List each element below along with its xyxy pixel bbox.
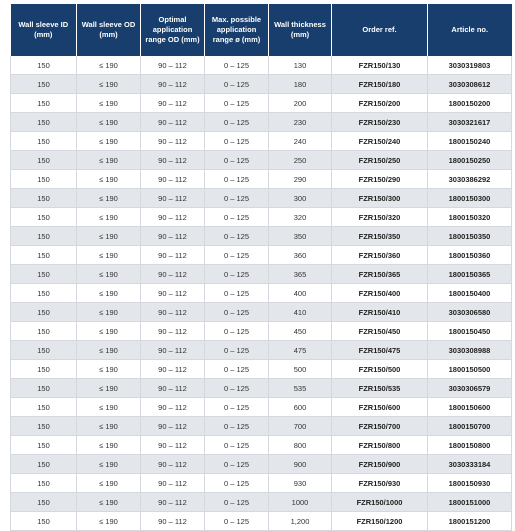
cell-wall-sleeve-od: ≤ 190 xyxy=(77,455,141,474)
cell-max-range: 0 – 125 xyxy=(205,512,269,531)
cell-article-no: 1800150400 xyxy=(428,284,512,303)
cell-wall-sleeve-id: 150 xyxy=(11,94,77,113)
header-wall-sleeve-od: Wall sleeve OD (mm) xyxy=(77,4,141,56)
cell-wall-thickness: 900 xyxy=(269,455,332,474)
header-order-ref: Order ref. xyxy=(332,4,428,56)
cell-order-ref: FZR150/450 xyxy=(332,322,428,341)
cell-optimal-range: 90 – 112 xyxy=(141,94,205,113)
cell-article-no: 1800150930 xyxy=(428,474,512,493)
cell-article-no: 3030306580 xyxy=(428,303,512,322)
cell-order-ref: FZR150/240 xyxy=(332,132,428,151)
table-row xyxy=(11,379,512,398)
cell-wall-thickness: 240 xyxy=(269,132,332,151)
table-row xyxy=(11,512,512,531)
cell-order-ref: FZR150/250 xyxy=(332,151,428,170)
cell-wall-sleeve-od: ≤ 190 xyxy=(77,246,141,265)
table-row xyxy=(11,208,512,227)
cell-max-range: 0 – 125 xyxy=(205,379,269,398)
cell-max-range: 0 – 125 xyxy=(205,208,269,227)
cell-wall-sleeve-id: 150 xyxy=(11,113,77,132)
table-row xyxy=(11,132,512,151)
cell-order-ref: FZR150/200 xyxy=(332,94,428,113)
cell-wall-sleeve-id: 150 xyxy=(11,512,77,531)
table-row xyxy=(11,56,512,75)
table-row xyxy=(11,398,512,417)
cell-optimal-range: 90 – 112 xyxy=(141,284,205,303)
cell-order-ref: FZR150/930 xyxy=(332,474,428,493)
cell-max-range: 0 – 125 xyxy=(205,75,269,94)
cell-wall-sleeve-od: ≤ 190 xyxy=(77,322,141,341)
cell-article-no: 3030306579 xyxy=(428,379,512,398)
cell-optimal-range: 90 – 112 xyxy=(141,246,205,265)
cell-max-range: 0 – 125 xyxy=(205,322,269,341)
cell-wall-sleeve-id: 150 xyxy=(11,75,77,94)
cell-wall-sleeve-id: 150 xyxy=(11,436,77,455)
cell-optimal-range: 90 – 112 xyxy=(141,455,205,474)
cell-max-range: 0 – 125 xyxy=(205,151,269,170)
cell-wall-thickness: 130 xyxy=(269,56,332,75)
cell-optimal-range: 90 – 112 xyxy=(141,493,205,512)
cell-order-ref: FZR150/290 xyxy=(332,170,428,189)
cell-wall-sleeve-id: 150 xyxy=(11,455,77,474)
cell-max-range: 0 – 125 xyxy=(205,56,269,75)
cell-max-range: 0 – 125 xyxy=(205,360,269,379)
table-row xyxy=(11,151,512,170)
cell-order-ref: FZR150/130 xyxy=(332,56,428,75)
cell-wall-sleeve-od: ≤ 190 xyxy=(77,170,141,189)
cell-wall-sleeve-id: 150 xyxy=(11,360,77,379)
cell-wall-thickness: 500 xyxy=(269,360,332,379)
cell-article-no: 1800150200 xyxy=(428,94,512,113)
cell-max-range: 0 – 125 xyxy=(205,341,269,360)
cell-wall-sleeve-od: ≤ 190 xyxy=(77,113,141,132)
cell-order-ref: FZR150/350 xyxy=(332,227,428,246)
header-article-no: Article no. xyxy=(428,4,512,56)
cell-wall-sleeve-id: 150 xyxy=(11,189,77,208)
cell-article-no: 3030319803 xyxy=(428,56,512,75)
cell-wall-thickness: 410 xyxy=(269,303,332,322)
table-row xyxy=(11,265,512,284)
cell-wall-sleeve-id: 150 xyxy=(11,398,77,417)
cell-wall-sleeve-od: ≤ 190 xyxy=(77,360,141,379)
cell-max-range: 0 – 125 xyxy=(205,417,269,436)
cell-optimal-range: 90 – 112 xyxy=(141,379,205,398)
table-row xyxy=(11,360,512,379)
table-row xyxy=(11,170,512,189)
cell-wall-thickness: 320 xyxy=(269,208,332,227)
cell-max-range: 0 – 125 xyxy=(205,265,269,284)
cell-wall-sleeve-od: ≤ 190 xyxy=(77,398,141,417)
cell-wall-thickness: 700 xyxy=(269,417,332,436)
cell-wall-sleeve-od: ≤ 190 xyxy=(77,132,141,151)
cell-wall-sleeve-od: ≤ 190 xyxy=(77,208,141,227)
cell-wall-thickness: 535 xyxy=(269,379,332,398)
cell-wall-sleeve-id: 150 xyxy=(11,493,77,512)
cell-wall-thickness: 600 xyxy=(269,398,332,417)
table-row xyxy=(11,322,512,341)
table-row xyxy=(11,303,512,322)
cell-wall-sleeve-od: ≤ 190 xyxy=(77,265,141,284)
cell-wall-thickness: 1,200 xyxy=(269,512,332,531)
table-row xyxy=(11,436,512,455)
cell-optimal-range: 90 – 112 xyxy=(141,227,205,246)
header-max-range: Max. possible application range ø (mm) xyxy=(205,4,269,56)
cell-order-ref: FZR150/535 xyxy=(332,379,428,398)
header-wall-sleeve-id: Wall sleeve ID (mm) xyxy=(11,4,77,56)
cell-optimal-range: 90 – 112 xyxy=(141,208,205,227)
product-table-container xyxy=(10,4,511,531)
cell-wall-sleeve-id: 150 xyxy=(11,417,77,436)
cell-order-ref: FZR150/1000 xyxy=(332,493,428,512)
cell-max-range: 0 – 125 xyxy=(205,303,269,322)
cell-article-no: 1800150360 xyxy=(428,246,512,265)
cell-order-ref: FZR150/230 xyxy=(332,113,428,132)
cell-wall-thickness: 360 xyxy=(269,246,332,265)
cell-article-no: 3030386292 xyxy=(428,170,512,189)
cell-article-no: 3030308988 xyxy=(428,341,512,360)
cell-optimal-range: 90 – 112 xyxy=(141,512,205,531)
cell-wall-sleeve-od: ≤ 190 xyxy=(77,303,141,322)
cell-article-no: 3030333184 xyxy=(428,455,512,474)
cell-optimal-range: 90 – 112 xyxy=(141,56,205,75)
cell-wall-sleeve-od: ≤ 190 xyxy=(77,379,141,398)
cell-max-range: 0 – 125 xyxy=(205,398,269,417)
cell-wall-sleeve-id: 150 xyxy=(11,151,77,170)
cell-optimal-range: 90 – 112 xyxy=(141,303,205,322)
cell-wall-sleeve-id: 150 xyxy=(11,341,77,360)
cell-wall-sleeve-id: 150 xyxy=(11,170,77,189)
cell-max-range: 0 – 125 xyxy=(205,94,269,113)
cell-article-no: 1800150300 xyxy=(428,189,512,208)
cell-order-ref: FZR150/365 xyxy=(332,265,428,284)
cell-order-ref: FZR150/320 xyxy=(332,208,428,227)
cell-max-range: 0 – 125 xyxy=(205,493,269,512)
table-row xyxy=(11,227,512,246)
cell-wall-sleeve-id: 150 xyxy=(11,474,77,493)
cell-optimal-range: 90 – 112 xyxy=(141,322,205,341)
cell-wall-sleeve-od: ≤ 190 xyxy=(77,227,141,246)
cell-wall-sleeve-id: 150 xyxy=(11,246,77,265)
cell-order-ref: FZR150/700 xyxy=(332,417,428,436)
cell-order-ref: FZR150/600 xyxy=(332,398,428,417)
cell-wall-thickness: 350 xyxy=(269,227,332,246)
cell-wall-sleeve-id: 150 xyxy=(11,284,77,303)
cell-article-no: 1800151200 xyxy=(428,512,512,531)
cell-optimal-range: 90 – 112 xyxy=(141,113,205,132)
cell-article-no: 1800151000 xyxy=(428,493,512,512)
header-wall-thickness: Wall thickness (mm) xyxy=(269,4,332,56)
cell-order-ref: FZR150/900 xyxy=(332,455,428,474)
cell-wall-sleeve-od: ≤ 190 xyxy=(77,75,141,94)
cell-order-ref: FZR150/1200 xyxy=(332,512,428,531)
table-row xyxy=(11,75,512,94)
cell-wall-sleeve-id: 150 xyxy=(11,322,77,341)
cell-optimal-range: 90 – 112 xyxy=(141,398,205,417)
cell-article-no: 1800150350 xyxy=(428,227,512,246)
cell-order-ref: FZR150/410 xyxy=(332,303,428,322)
cell-wall-sleeve-od: ≤ 190 xyxy=(77,493,141,512)
cell-wall-thickness: 290 xyxy=(269,170,332,189)
table-row xyxy=(11,246,512,265)
cell-wall-sleeve-id: 150 xyxy=(11,132,77,151)
table-row xyxy=(11,474,512,493)
cell-optimal-range: 90 – 112 xyxy=(141,474,205,493)
cell-order-ref: FZR150/500 xyxy=(332,360,428,379)
cell-optimal-range: 90 – 112 xyxy=(141,341,205,360)
cell-optimal-range: 90 – 112 xyxy=(141,417,205,436)
table-row xyxy=(11,94,512,113)
cell-optimal-range: 90 – 112 xyxy=(141,436,205,455)
product-table xyxy=(10,4,512,531)
cell-optimal-range: 90 – 112 xyxy=(141,170,205,189)
cell-order-ref: FZR150/800 xyxy=(332,436,428,455)
cell-wall-sleeve-od: ≤ 190 xyxy=(77,94,141,113)
cell-wall-sleeve-id: 150 xyxy=(11,208,77,227)
cell-max-range: 0 – 125 xyxy=(205,436,269,455)
cell-wall-sleeve-od: ≤ 190 xyxy=(77,151,141,170)
cell-optimal-range: 90 – 112 xyxy=(141,189,205,208)
cell-max-range: 0 – 125 xyxy=(205,170,269,189)
cell-article-no: 1800150365 xyxy=(428,265,512,284)
cell-order-ref: FZR150/400 xyxy=(332,284,428,303)
cell-wall-thickness: 475 xyxy=(269,341,332,360)
table-row xyxy=(11,284,512,303)
table-row xyxy=(11,189,512,208)
table-row xyxy=(11,417,512,436)
cell-wall-sleeve-od: ≤ 190 xyxy=(77,341,141,360)
cell-wall-thickness: 200 xyxy=(269,94,332,113)
cell-article-no: 1800150250 xyxy=(428,151,512,170)
cell-max-range: 0 – 125 xyxy=(205,113,269,132)
cell-wall-thickness: 800 xyxy=(269,436,332,455)
cell-wall-thickness: 1000 xyxy=(269,493,332,512)
cell-max-range: 0 – 125 xyxy=(205,474,269,493)
cell-max-range: 0 – 125 xyxy=(205,227,269,246)
cell-wall-thickness: 930 xyxy=(269,474,332,493)
cell-optimal-range: 90 – 112 xyxy=(141,151,205,170)
table-row xyxy=(11,113,512,132)
cell-order-ref: FZR150/180 xyxy=(332,75,428,94)
cell-wall-thickness: 180 xyxy=(269,75,332,94)
cell-wall-sleeve-od: ≤ 190 xyxy=(77,512,141,531)
cell-wall-sleeve-id: 150 xyxy=(11,379,77,398)
table-row xyxy=(11,455,512,474)
cell-max-range: 0 – 125 xyxy=(205,189,269,208)
cell-wall-sleeve-id: 150 xyxy=(11,303,77,322)
table-row xyxy=(11,341,512,360)
cell-optimal-range: 90 – 112 xyxy=(141,360,205,379)
cell-wall-thickness: 450 xyxy=(269,322,332,341)
cell-wall-thickness: 365 xyxy=(269,265,332,284)
cell-wall-thickness: 400 xyxy=(269,284,332,303)
cell-article-no: 1800150320 xyxy=(428,208,512,227)
cell-wall-thickness: 300 xyxy=(269,189,332,208)
table-header-row xyxy=(11,4,512,56)
cell-order-ref: FZR150/475 xyxy=(332,341,428,360)
cell-max-range: 0 – 125 xyxy=(205,246,269,265)
cell-optimal-range: 90 – 112 xyxy=(141,75,205,94)
cell-wall-thickness: 230 xyxy=(269,113,332,132)
cell-article-no: 1800150500 xyxy=(428,360,512,379)
cell-wall-sleeve-od: ≤ 190 xyxy=(77,189,141,208)
cell-article-no: 3030321617 xyxy=(428,113,512,132)
cell-article-no: 1800150700 xyxy=(428,417,512,436)
cell-optimal-range: 90 – 112 xyxy=(141,132,205,151)
cell-wall-sleeve-od: ≤ 190 xyxy=(77,436,141,455)
cell-max-range: 0 – 125 xyxy=(205,455,269,474)
cell-wall-sleeve-od: ≤ 190 xyxy=(77,474,141,493)
cell-article-no: 1800150450 xyxy=(428,322,512,341)
cell-wall-thickness: 250 xyxy=(269,151,332,170)
cell-wall-sleeve-id: 150 xyxy=(11,227,77,246)
cell-article-no: 1800150240 xyxy=(428,132,512,151)
cell-max-range: 0 – 125 xyxy=(205,284,269,303)
cell-order-ref: FZR150/360 xyxy=(332,246,428,265)
cell-order-ref: FZR150/300 xyxy=(332,189,428,208)
cell-wall-sleeve-id: 150 xyxy=(11,265,77,284)
cell-article-no: 1800150600 xyxy=(428,398,512,417)
cell-optimal-range: 90 – 112 xyxy=(141,265,205,284)
cell-wall-sleeve-od: ≤ 190 xyxy=(77,56,141,75)
cell-max-range: 0 – 125 xyxy=(205,132,269,151)
cell-article-no: 1800150800 xyxy=(428,436,512,455)
cell-article-no: 3030308612 xyxy=(428,75,512,94)
cell-wall-sleeve-od: ≤ 190 xyxy=(77,417,141,436)
cell-wall-sleeve-id: 150 xyxy=(11,56,77,75)
table-body xyxy=(11,56,512,531)
cell-wall-sleeve-od: ≤ 190 xyxy=(77,284,141,303)
header-optimal-range: Optimal application range OD (mm) xyxy=(141,4,205,56)
